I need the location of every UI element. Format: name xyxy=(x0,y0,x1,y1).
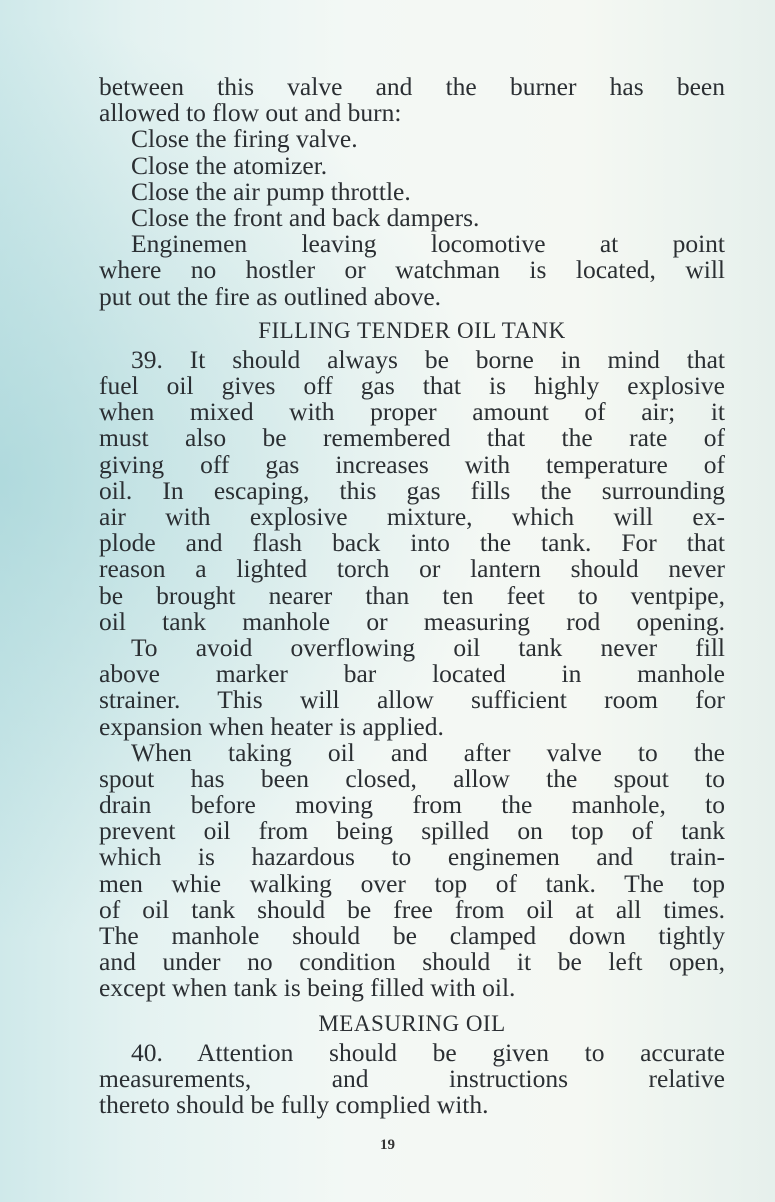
text-line: plode and flash back into the tank. For that xyxy=(99,528,725,558)
text-line: giving off gas increases with temperature of xyxy=(99,449,725,479)
page-number: 19 xyxy=(380,1137,395,1153)
text-line: of oil tank should be free from oil at all times. xyxy=(99,894,725,924)
text-line: oil. In escaping, this gas fills the surrounding xyxy=(99,475,725,505)
text-line: allowed to flow out and burn: xyxy=(99,98,402,128)
text-line: To avoid overflowing oil tank never fill xyxy=(131,632,725,662)
text-line: be brought nearer than ten feet to ventpipe, xyxy=(99,580,725,610)
text-line: which is hazardous to enginemen and train- xyxy=(99,842,725,872)
text-line: put out the fire as outlined above. xyxy=(99,281,442,311)
text-line: and under no condition should it be left open, xyxy=(99,947,725,977)
text-line: fuel oil gives off gas that is highly explosive xyxy=(99,371,725,401)
text-line: between this valve and the burner has been xyxy=(99,72,725,101)
text-line: 40. Attention should be given to accurate xyxy=(131,1037,725,1067)
text-line: prevent oil from being spilled on top of tank xyxy=(99,816,725,846)
text-line: measurements, and instructions relative xyxy=(99,1063,725,1093)
text-line: When taking oil and after valve to the xyxy=(131,737,725,767)
text-line: strainer. This will allow sufficient room for xyxy=(99,685,725,715)
text-line: Close the firing valve. xyxy=(131,124,358,154)
text-line: where no hostler or watchman is located, will xyxy=(99,255,725,285)
text-line: except when tank is being filled with oil. xyxy=(99,973,516,1003)
text-line: oil tank manhole or measuring rod opening. xyxy=(99,606,725,636)
section-40 xyxy=(99,1037,725,1120)
text-line: Close the front and back dampers. xyxy=(131,202,480,232)
text-line: 39. It should always be borne in mind that xyxy=(131,344,725,374)
section-heading-measuring-oil: MEASURING OIL xyxy=(318,1010,506,1036)
text-line: air with explosive mixture, which will ex- xyxy=(99,502,725,531)
text-line: reason a lighted torch or lantern should never xyxy=(99,554,725,584)
text-line: when mixed with proper amount of air; it xyxy=(99,397,725,427)
section-39 xyxy=(99,344,725,1003)
intro-paragraphs xyxy=(99,74,725,310)
text-line: spout has been closed, allow the spout to xyxy=(99,763,725,793)
text-line: Enginemen leaving locomotive at point xyxy=(131,229,725,259)
text-line: thereto should be fully complied with. xyxy=(99,1090,489,1120)
text-line: expansion when heater is applied. xyxy=(99,711,444,741)
text-line: must also be remembered that the rate of xyxy=(99,423,725,453)
text-line: Close the atomizer. xyxy=(131,150,328,180)
text-line: above marker bar located in manhole xyxy=(99,659,725,689)
text-line: The manhole should be clamped down tightly xyxy=(99,921,725,950)
text-line: men whie walking over top of tank. The top xyxy=(99,868,725,898)
page-body xyxy=(99,74,725,1118)
text-line: drain before moving from the manhole, to xyxy=(99,790,725,820)
text-line: Close the air pump throttle. xyxy=(131,176,411,206)
section-heading-filling-tender-oil-tank: FILLING TENDER OIL TANK xyxy=(258,317,566,343)
